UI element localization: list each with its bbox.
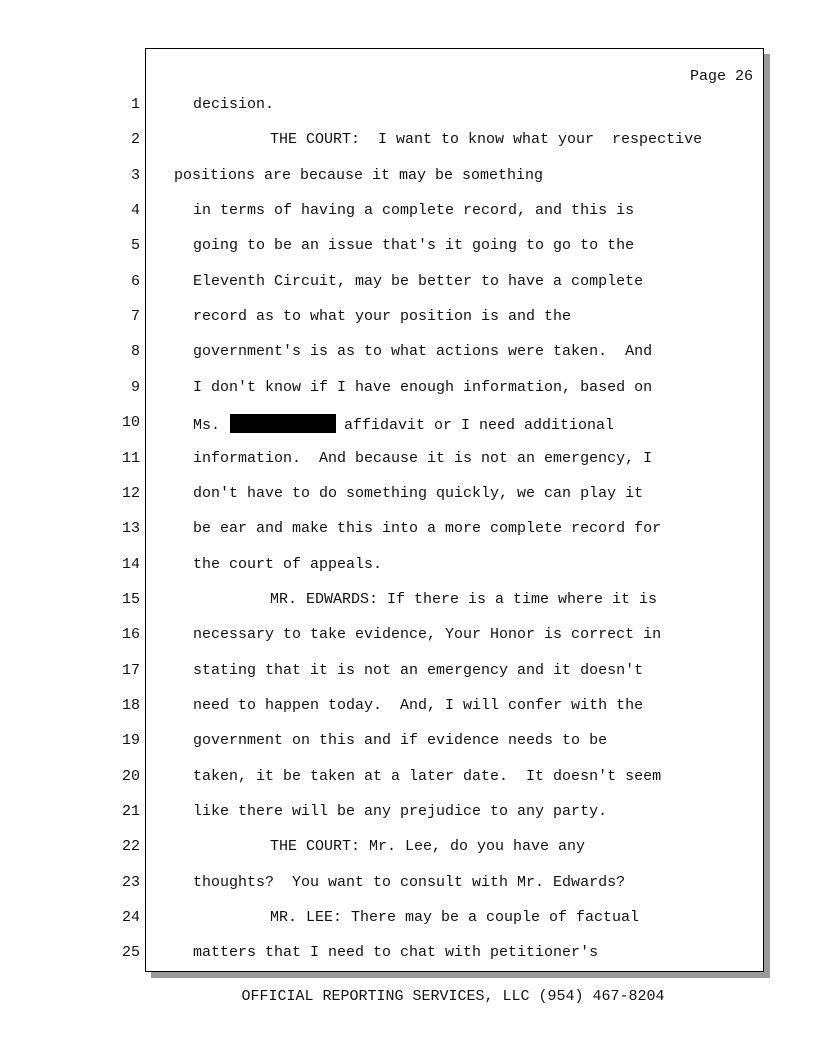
line-text-after-redaction: affidavit or I need additional (344, 417, 615, 434)
line-number: 5 (130, 237, 140, 254)
transcript-line: THE COURT: Mr. Lee, do you have any (270, 838, 586, 855)
transcript-page (145, 48, 764, 972)
line-number: 13 (121, 520, 140, 537)
transcript-line: necessary to take evidence, Your Honor is correct in (193, 626, 662, 643)
transcript-line: be ear and make this into a more complete record for (193, 520, 662, 537)
redaction-block (230, 414, 336, 433)
transcript-line: government on this and if evidence needs to be (193, 732, 608, 749)
transcript-line: MR. EDWARDS: If there is a time where it is (270, 591, 658, 608)
transcript-line: stating that it is not an emergency and it doesn't (193, 662, 644, 679)
line-number: 7 (130, 308, 140, 325)
transcript-line: taken, it be taken at a later date. It doesn't seem (193, 768, 662, 785)
line-number: 12 (121, 485, 140, 502)
transcript-line: thoughts? You want to consult with Mr. Edwards? (193, 874, 626, 891)
line-number: 1 (130, 96, 140, 113)
line-number: 11 (121, 450, 140, 467)
transcript-line-redacted (193, 414, 614, 435)
line-number: 8 (130, 343, 140, 360)
line-number: 25 (121, 944, 140, 961)
line-number: 24 (121, 909, 140, 926)
transcript-line: THE COURT: I want to know what your respective (270, 131, 703, 148)
line-number: 10 (121, 414, 140, 431)
transcript-line: record as to what your position is and the (193, 308, 572, 325)
page-number: Page 26 (689, 68, 753, 85)
transcript-line: Eleventh Circuit, may be better to have a complete (193, 273, 644, 290)
transcript-line: need to happen today. And, I will confer with the (193, 697, 644, 714)
line-number: 14 (121, 556, 140, 573)
line-number: 15 (121, 591, 140, 608)
line-number: 9 (130, 379, 140, 396)
transcript-line: MR. LEE: There may be a couple of factual (270, 909, 640, 926)
line-number: 16 (121, 626, 140, 643)
transcript-line: matters that I need to chat with petitioner's (193, 944, 599, 961)
transcript-line: information. And because it is not an emergency, I (193, 450, 653, 467)
line-number: 6 (130, 273, 140, 290)
line-text-before-redaction: Ms. (193, 417, 221, 434)
line-number: 18 (121, 697, 140, 714)
line-number: 17 (121, 662, 140, 679)
line-number: 4 (130, 202, 140, 219)
transcript-line: in terms of having a complete record, and this is (193, 202, 635, 219)
line-number: 20 (121, 768, 140, 785)
reporting-service-footer: OFFICIAL REPORTING SERVICES, LLC (954) 467-8204 (241, 988, 665, 1005)
line-number: 19 (121, 732, 140, 749)
transcript-line: the court of appeals. (193, 556, 383, 573)
line-number: 2 (130, 131, 140, 148)
line-number: 21 (121, 803, 140, 820)
transcript-line: I don't know if I have enough information, based on (193, 379, 653, 396)
transcript-line: like there will be any prejudice to any party. (193, 803, 608, 820)
transcript-line: don't have to do something quickly, we can play it (193, 485, 644, 502)
transcript-line: government's is as to what actions were taken. And (193, 343, 653, 360)
transcript-line: decision. (193, 96, 275, 113)
line-number: 23 (121, 874, 140, 891)
transcript-line: going to be an issue that's it going to go to the (193, 237, 635, 254)
line-number: 22 (121, 838, 140, 855)
line-number: 3 (130, 167, 140, 184)
transcript-line: positions are because it may be something (174, 167, 544, 184)
